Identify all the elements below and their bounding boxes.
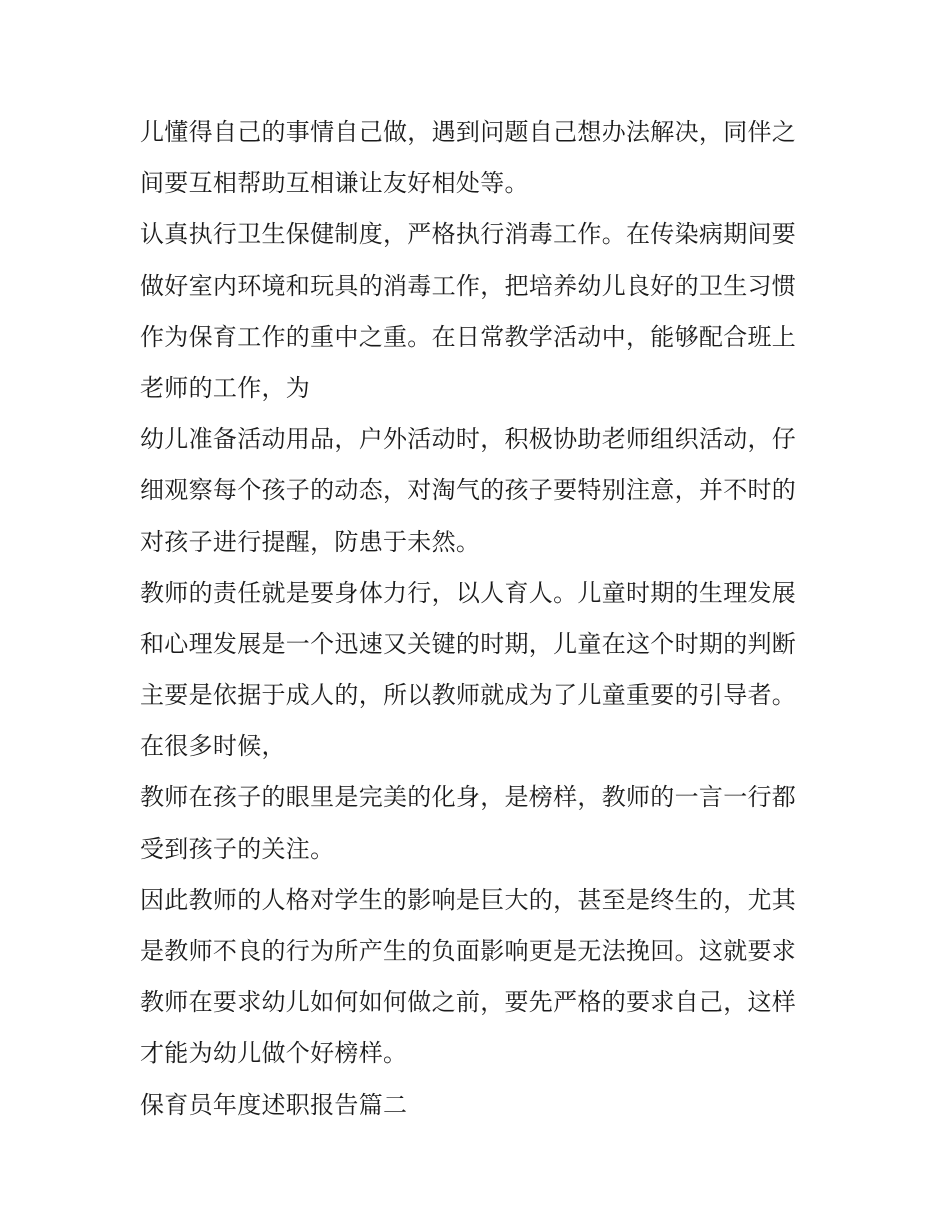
text-line: 是教师不良的行为所产生的负面影响更是无法挽回。这就要求 bbox=[140, 937, 797, 965]
text-line: 作为保育工作的重中之重。在日常教学活动中，能够配合班上 bbox=[140, 322, 797, 351]
text-line: 和心理发展是一个迅速又关键的时期，儿童在这个时期的判断 bbox=[140, 629, 797, 658]
text-line: 教师在孩子的眼里是完美的化身，是榜样，教师的一言一行都 bbox=[140, 783, 797, 812]
text-line: 教师在要求幼儿如何如何做之前，要先严格的要求自己，这样 bbox=[140, 988, 797, 1017]
text-line: 在很多时候， bbox=[140, 732, 286, 761]
text-line: 才能为幼儿做个好榜样。 bbox=[140, 1039, 408, 1068]
text-line: 认真执行卫生保健制度，严格执行消毒工作。在传染病期间要 bbox=[140, 220, 797, 249]
text-line: 因此教师的人格对学生的影响是巨大的，甚至是终生的，尤其 bbox=[140, 885, 797, 914]
text-line: 主要是依据于成人的，所以教师就成为了儿童重要的引导者。 bbox=[140, 681, 797, 710]
text-line: 老师的工作，为 bbox=[140, 373, 311, 402]
document-body bbox=[140, 107, 830, 1131]
section-heading: 保育员年度述职报告篇二 bbox=[140, 1090, 408, 1119]
text-line: 细观察每个孩子的动态，对淘气的孩子要特别注意，并不时的 bbox=[140, 476, 797, 505]
text-line: 做好室内环境和玩具的消毒工作，把培养幼儿良好的卫生习惯 bbox=[140, 271, 797, 300]
text-line: 教师的责任就是要身体力行，以人育人。儿童时期的生理发展 bbox=[140, 578, 797, 607]
text-line: 间要互相帮助互相谦让友好相处等。 bbox=[140, 169, 529, 198]
text-line: 儿懂得自己的事情自己做，遇到问题自己想办法解决，同伴之 bbox=[140, 118, 797, 146]
text-line: 受到孩子的关注。 bbox=[140, 834, 335, 863]
text-line: 对孩子进行提醒，防患于未然。 bbox=[140, 527, 481, 556]
text-line: 幼儿准备活动用品，户外活动时，积极协助老师组织活动，仔 bbox=[140, 425, 797, 454]
